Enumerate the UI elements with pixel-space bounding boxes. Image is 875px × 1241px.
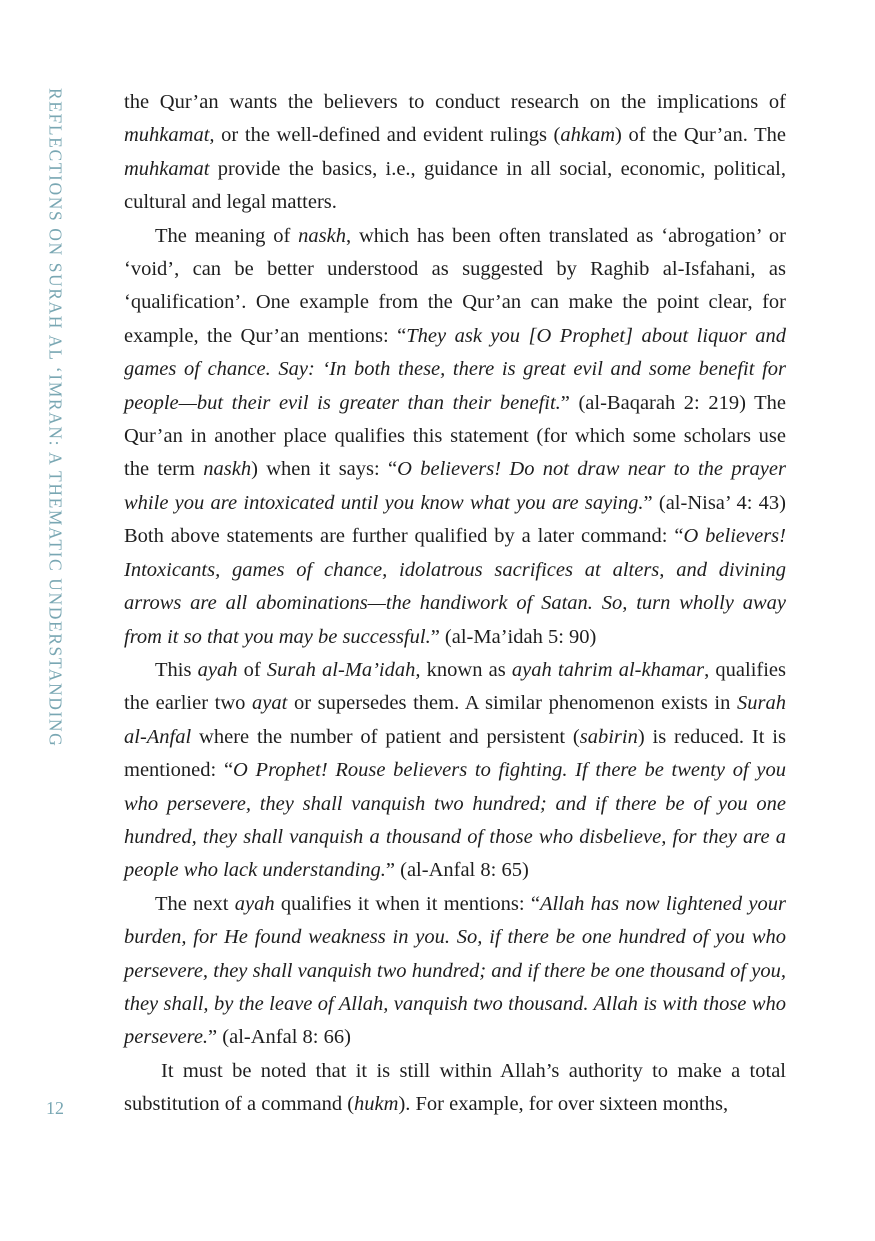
- text-run: ) when it says: “: [251, 458, 398, 481]
- italic-run: sabirin: [579, 725, 638, 748]
- italic-run: ayah: [234, 892, 275, 915]
- italic-run: Surah al-Anfal: [124, 692, 786, 748]
- text-run: This: [155, 658, 198, 681]
- text-run: The meaning of: [155, 224, 299, 247]
- text-run: ) is reduced. It is mentioned: “: [124, 725, 786, 782]
- text-run: ” (al-Baqarah 2: 219) The Qur’an in another place qualifies this statement (for which some scholars use the term: [124, 391, 786, 481]
- italic-run: muhkamat,: [124, 124, 215, 147]
- body-text: [124, 86, 786, 1122]
- paragraph: [124, 220, 786, 654]
- text-run: ” (al-Ma’idah 5: 90): [430, 625, 597, 648]
- text-run: provide the basics, i.e., guidance in all social, economic, political, cultural and legal matters.: [124, 157, 786, 214]
- italic-run: Surah al-Ma’idah,: [266, 658, 421, 681]
- italic-run: hukm: [354, 1093, 399, 1116]
- text-run: ) of the Qur’an. The: [615, 124, 786, 147]
- italic-run: They ask you [O Prophet] about liquor and games of chance. Say: ‘In both these, there is great evil and some benefit for people—but their evil is greater than their benefit.: [124, 324, 786, 414]
- italic-run: O believers! Intoxicants, games of chance, idolatrous sacrifices at alters, and divining arrows are all abominations—the handiwork of Satan. So, turn wholly away from it so that you may be successful.: [124, 525, 786, 648]
- italic-run: ayat: [252, 692, 288, 715]
- paragraph: [124, 654, 786, 888]
- running-head: REFLECTIONS ON SURAH AL ‘IMRAN: A THEMATIC UNDERSTANDING: [45, 88, 66, 748]
- page-number: 12: [46, 1098, 64, 1118]
- text-run: ” (al-Nisa’ 4: 43) Both above statements are further qualified by a later command: “: [124, 491, 787, 548]
- text-run: known as: [420, 658, 512, 681]
- italic-run: ahkam: [560, 124, 616, 147]
- text-run: of: [237, 658, 267, 681]
- italic-run: ayah: [197, 658, 238, 681]
- italic-run: O believers! Do not draw near to the prayer while you are intoxicated until you know what you are saying.: [124, 458, 786, 514]
- italic-run: ayah tahrim al-khamar: [511, 658, 705, 681]
- text-run: ). For example, for over sixteen months,: [398, 1093, 729, 1116]
- text-run: The next: [155, 892, 235, 915]
- text-run: or supersedes them. A similar phenomenon exists in: [287, 692, 738, 715]
- text-run: , which has been often translated as ‘abrogation’ or ‘void’, can be better understood as suggested by Raghib al-Isfahani, as ‘qualification’. One example from the Qur’an can make the point clear, for example, the Qur’an mentions: “: [124, 224, 786, 347]
- text-run: the Qur’an wants the believers to conduct research on the implications of: [124, 91, 786, 113]
- text-run: or the well-defined and evident rulings (: [214, 124, 561, 147]
- text-run: , qualifies the earlier two: [124, 658, 786, 715]
- paragraph: [124, 888, 786, 1055]
- italic-run: Allah has now lightened your burden, for He found weakness in you. So, if there be one hundred of you who persevere, they shall vanquish two hundred; and if there be one thousand of you, they shall, by the leave of Allah, vanquish two thousand. Allah is with those who persevere.: [124, 892, 786, 1049]
- italic-run: muhkamat: [124, 157, 210, 180]
- italic-run: O Prophet! Rouse believers to fighting. If there be twenty of you who persevere, they shall vanquish two hundred; and if there be of you one hundred, they shall vanquish a thousand of those who disbelieve, for they are a people who lack understanding.: [124, 759, 786, 882]
- text-run: ” (al-Anfal 8: 66): [208, 1026, 351, 1049]
- italic-run: naskh: [203, 458, 252, 481]
- text-run: ” (al-Anfal 8: 65): [385, 859, 529, 882]
- paragraph: [124, 86, 786, 220]
- paragraph: [124, 1055, 786, 1122]
- italic-run: naskh: [298, 224, 346, 247]
- text-run: where the number of patient and persistent (: [191, 725, 580, 748]
- text-run: qualifies it when it mentions: “: [274, 892, 540, 915]
- text-run: It must be noted that it is still within Allah’s authority to make a total substitution of a command (: [124, 1059, 786, 1116]
